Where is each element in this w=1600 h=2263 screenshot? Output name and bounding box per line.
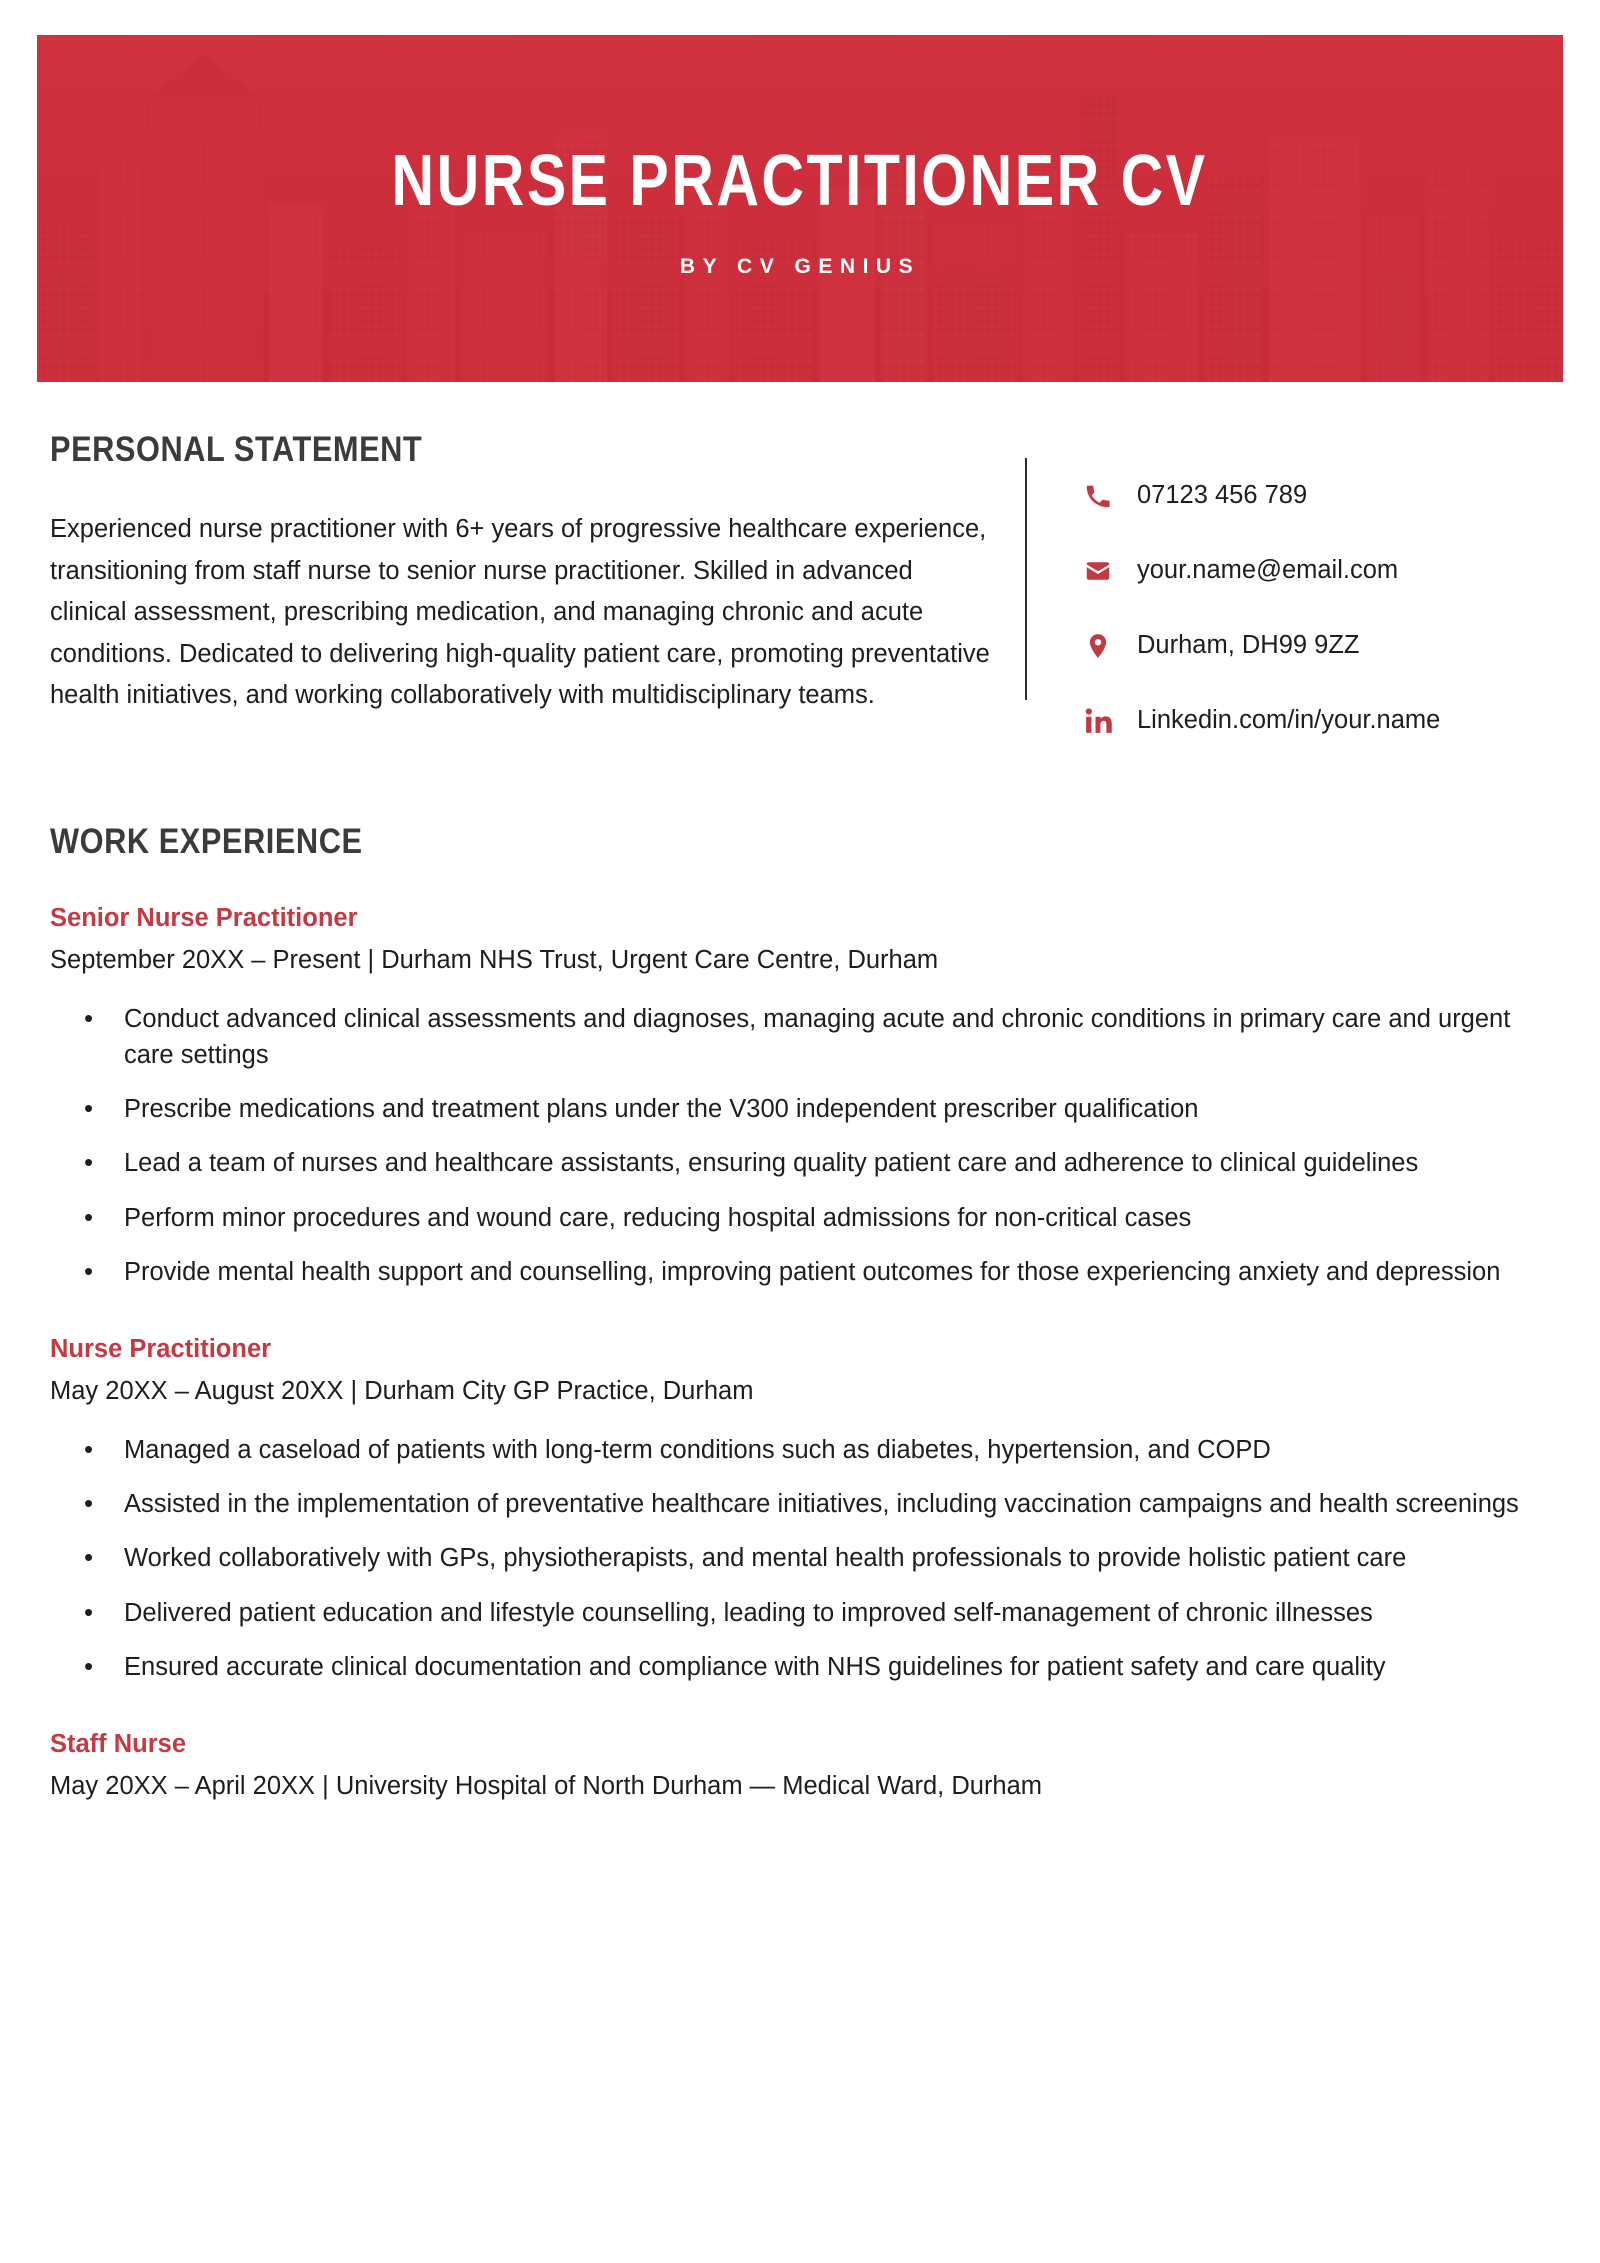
page-subtitle: BY CV GENIUS — [679, 254, 921, 278]
job-bullet: • Provide mental health support and counselling, improving patient outcomes for those experiencing anxiety and depression — [72, 1254, 1550, 1290]
job-bullet: • Lead a team of nurses and healthcare assistants, ensuring quality patient care and adherence to clinical guidelines — [72, 1145, 1550, 1181]
contact-item-location[interactable] — [1075, 608, 1550, 683]
page-title: NURSE PRACTITIONER CV — [392, 140, 1208, 221]
work-experience-heading: WORK EXPERIENCE — [50, 822, 363, 861]
job-bullet: • Delivered patient education and lifestyle counselling, leading to improved self-management of chronic illnesses — [72, 1595, 1550, 1631]
cv-body — [0, 382, 1600, 1805]
phone-icon — [1075, 481, 1121, 511]
phone-value: 07123 456 789 — [1137, 481, 1308, 509]
job-title: Senior Nurse Practitioner — [50, 904, 358, 932]
job-title: Nurse Practitioner — [50, 1335, 272, 1364]
job-bullet-list — [50, 1001, 1550, 1290]
envelope-icon — [1075, 556, 1121, 586]
job-meta: May 20XX – August 20XX | Durham City GP Practice, Durham — [50, 1376, 754, 1405]
job-meta: September 20XX – Present | Durham NHS Trust, Urgent Care Centre, Durham — [50, 945, 939, 974]
contact-item-email[interactable] — [1075, 533, 1550, 608]
contact-item-linkedin[interactable] — [1075, 683, 1550, 758]
contact-item-phone[interactable] — [1075, 458, 1550, 533]
header-banner — [37, 35, 1563, 382]
location-value: Durham, DH99 9ZZ — [1137, 631, 1360, 659]
job-bullet: • Conduct advanced clinical assessments and diagnoses, managing acute and chronic conditions in primary care and urgent care settings — [72, 1001, 1550, 1073]
job-bullet: • Managed a caseload of patients with long-term conditions such as diabetes, hypertension, and COPD — [72, 1432, 1550, 1468]
email-value: your.name@email.com — [1137, 556, 1399, 584]
job-entry — [50, 903, 1550, 1290]
summary-and-contact-row — [50, 382, 1550, 758]
personal-statement-text: Experienced nurse practitioner with 6+ years of progressive healthcare experience, transitioning from staff nurse to senior nurse practitioner. Skilled in advanced clinical assessment, prescribing medication, and managing chronic and acute conditions. Dedicated to delivering high-quality patient care, promoting preventative health initiatives, and working collaboratively with multidisciplinary teams. — [50, 515, 990, 710]
contact-section — [1025, 382, 1550, 758]
job-meta: May 20XX – April 20XX | University Hospital of North Durham — Medical Ward, Durham — [50, 1771, 1043, 1800]
job-bullet: • Perform minor procedures and wound care, reducing hospital admissions for non-critical cases — [72, 1200, 1550, 1236]
personal-statement-heading: PERSONAL STATEMENT — [50, 430, 423, 469]
location-pin-icon — [1075, 631, 1121, 661]
job-bullet: • Ensured accurate clinical documentation and compliance with NHS guidelines for patient safety and care quality — [72, 1649, 1550, 1685]
personal-statement-section — [50, 382, 1025, 717]
linkedin-icon — [1075, 706, 1121, 736]
contact-divider — [1025, 458, 1027, 700]
job-entry — [50, 1729, 1550, 1805]
job-bullet-list — [50, 1432, 1550, 1685]
contact-list — [1075, 458, 1550, 758]
linkedin-value: Linkedin.com/in/your.name — [1137, 706, 1441, 734]
job-bullet: • Prescribe medications and treatment plans under the V300 independent prescriber qualification — [72, 1091, 1550, 1127]
job-bullet: • Assisted in the implementation of preventative healthcare initiatives, including vaccination campaigns and health screenings — [72, 1486, 1550, 1522]
job-title: Staff Nurse — [50, 1729, 187, 1758]
job-bullet: • Worked collaboratively with GPs, physiotherapists, and mental health professionals to provide holistic patient care — [72, 1540, 1550, 1576]
job-entry — [50, 1334, 1550, 1685]
